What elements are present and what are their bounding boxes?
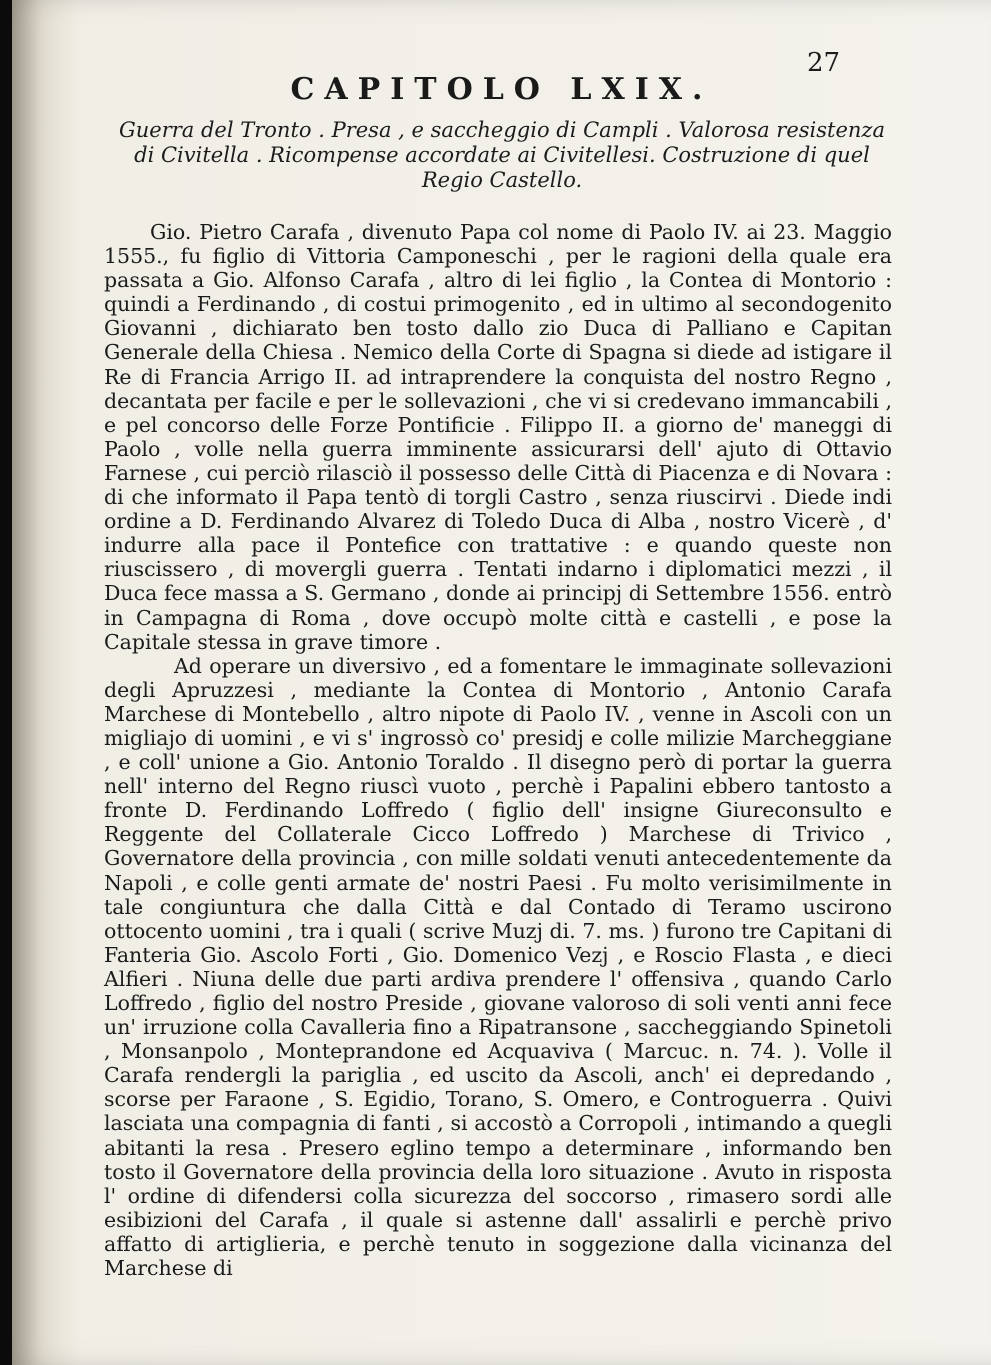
page-number: 27 [807, 48, 841, 78]
chapter-title: CAPITOLO LXIX. [290, 72, 713, 107]
book-page [12, 0, 991, 1365]
body-text [104, 220, 892, 1280]
chapter-summary: Guerra del Tronto . Presa , e saccheggio di Campli . Valorosa resistenza di Civitella . Ricompense accordate ai Civitellesi. Costruzione di quel Regio Castello. [118, 118, 886, 192]
paragraph: Gio. Pietro Carafa , divenuto Papa col nome di Paolo IV. ai 23. Maggio 1555., fu figlio di Vittoria Camponeschi , per le ragioni della quale era passata a Gio. Alfonso Carafa , altro di lei figlio , la Contea di Montorio : quindi a Ferdinando , di costui primogenito , ed in ultimo al secondogenito Giovanni , dichiarato ben tosto dallo zio Duca di Palliano e Capitan Generale della Chiesa . Nemico della Corte di Spagna si diede ad istigare il Re di Francia Arrigo II. ad intraprendere la conquista del nostro Regno , decantata per facile e per le sollevazioni , che vi si credevano immancabili , e pel concorso delle Forze Pontificie . Filippo II. a giorno de' maneggi di Paolo , volle nella guerra imminente assicurarsi dell' ajuto di Ottavio Farnese , cui perciò rilasciò il possesso delle Città di Piacenza e di Novara : di che informato il Papa tentò di torgli Castro , senza riuscirvi . Diede indi ordine a D. Ferdinando Alvarez di Toledo Duca di Alba , nostro Vicerè , d' indurre alla pace il Pontefice con trattative : e quando queste non riuscissero , di movergli guerra . Tentati indarno i diplomatici mezzi , il Duca fece massa a S. Germano , donde ai principj di Settembre 1556. entrò in Campagna di Roma , dove occupò molte città e castelli , e pose la Capitale stessa in grave timore . [104, 220, 892, 654]
paragraph: Ad operare un diversivo , ed a fomentare le immaginate sollevazioni degli Apruzzesi , mediante la Contea di Montorio , Antonio Carafa Marchese di Montebello , altro nipote di Paolo IV. , venne in Ascoli con un migliajo di uomini , e vi s' ingrossò co' presidj e colle milizie Marcheggiane , e coll' unione a Gio. Antonio Toraldo . Il disegno però di portar la guerra nell' interno del Regno riuscì vuoto , perchè i Papalini ebbero tantosto a fronte D. Ferdinando Loffredo ( figlio dell' insigne Giureconsulto e Reggente del Collaterale Cicco Loffredo ) Marchese di Trivico , Governatore della provincia , con mille soldati venuti antecedentemente da Napoli , e colle genti armate de' nostri Paesi . Fu molto verisimilmente in tale congiuntura che dalla Città e dal Contado di Teramo uscirono ottocento uomini , tra i quali ( scrive Muzj di. 7. ms. ) furono tre Capitani di Fanteria Gio. Ascolo Forti , Gio. Domenico Vezj , e Roscio Flasta , e dieci Alfieri . Niuna delle due parti ardiva prendere l' offensiva , quando Carlo Loffredo , figlio del nostro Preside , giovane valoroso di soli venti anni fece un' irruzione colla Cavalleria fino a Ripatransone , saccheggiando Spinetoli , Monsanpolo , Monteprandone ed Acquaviva ( Marcuc. n. 74. ). Volle il Carafa rendergli la pariglia , ed uscito da Ascoli, anch' ei depredando , scorse per Faraone , S. Egidio, Torano, S. Omero, e Controguerra . Quivi lasciata una compagnia di fanti , si accostò a Corropoli , intimando a quegli abitanti la resa . Presero eglino tempo a determinare , informando ben tosto il Governatore della provincia della loro situazione . Avuto in risposta l' ordine di difendersi colla sicurezza del soccorso , rimasero sordi alle esibizioni del Carafa , il quale si astenne dall' assalirli e perchè privo affatto di artiglieria, e perchè tenuto in soggezione dalla vicinanza del Marchese di [104, 653, 892, 1281]
